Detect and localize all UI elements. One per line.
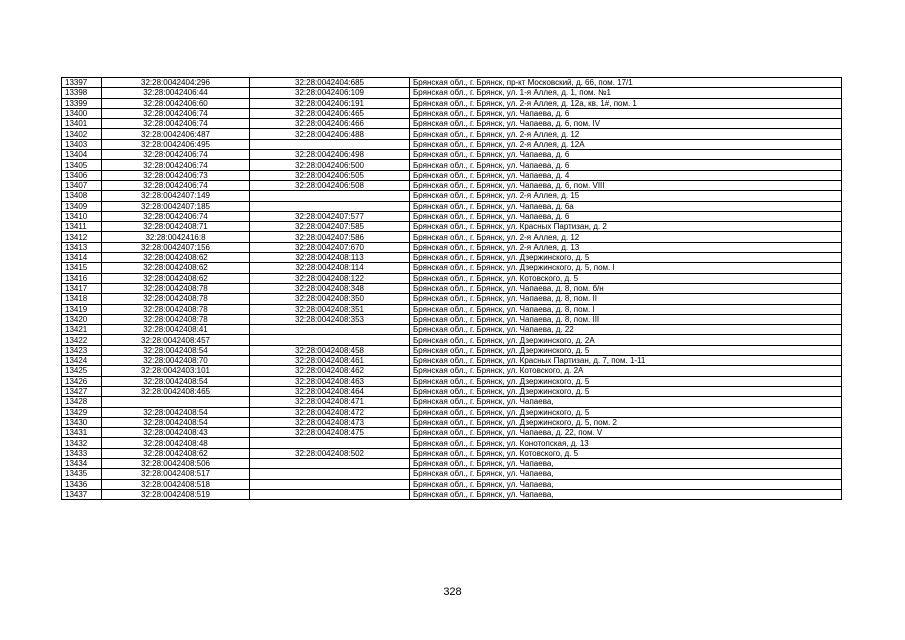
table-row	[62, 78, 842, 88]
cadastral-number-cell: 32:28:0042408:78	[102, 314, 250, 324]
table-row	[62, 335, 842, 345]
table-row	[62, 129, 842, 139]
row-number-cell: 13398	[62, 88, 102, 98]
table-row	[62, 108, 842, 118]
premises-cadastral-number-cell: 32:28:0042408:348	[250, 283, 410, 293]
address-cell: Брянская обл., г. Брянск, ул. Дзержинского, д. 5, пом. 2	[410, 417, 842, 427]
premises-cadastral-number-cell: 32:28:0042408:353	[250, 314, 410, 324]
address-cell: Брянская обл., г. Брянск, ул. Котовского, д. 5	[410, 448, 842, 458]
row-number-cell: 13416	[62, 273, 102, 283]
premises-cadastral-number-cell	[250, 438, 410, 448]
address-cell: Брянская обл., г. Брянск, ул. Конотопская, д. 13	[410, 438, 842, 448]
premises-cadastral-number-cell: 32:28:0042408:350	[250, 294, 410, 304]
cadastral-number-cell: 32:28:0042407:156	[102, 242, 250, 252]
table-row	[62, 283, 842, 293]
cadastral-number-cell: 32:28:0042403:101	[102, 366, 250, 376]
row-number-cell: 13408	[62, 191, 102, 201]
address-cell: Брянская обл., г. Брянск, ул. Чапаева,	[410, 479, 842, 489]
cadastral-number-cell: 32:28:0042408:78	[102, 283, 250, 293]
address-cell: Брянская обл., г. Брянск, ул. Дзержинского, д. 2А	[410, 335, 842, 345]
table-row	[62, 304, 842, 314]
table-row	[62, 222, 842, 232]
premises-cadastral-number-cell: 32:28:0042406:465	[250, 108, 410, 118]
row-number-cell: 13399	[62, 98, 102, 108]
table-row	[62, 139, 842, 149]
cadastral-number-cell: 32:28:0042406:74	[102, 211, 250, 221]
address-cell: Брянская обл., г. Брянск, ул. Чапаева,	[410, 489, 842, 499]
premises-cadastral-number-cell: 32:28:0042408:461	[250, 356, 410, 366]
cadastral-number-cell: 32:28:0042404:296	[102, 78, 250, 88]
row-number-cell: 13427	[62, 386, 102, 396]
premises-cadastral-number-cell: 32:28:0042406:109	[250, 88, 410, 98]
row-number-cell: 13404	[62, 150, 102, 160]
address-cell: Брянская обл., г. Брянск, ул. 2-я Аллея, д. 12а, кв. 1#, пом. 1	[410, 98, 842, 108]
address-cell: Брянская обл., г. Брянск, пр-кт Московский, д. 66, пом. 17/1	[410, 78, 842, 88]
table-row	[62, 417, 842, 427]
address-cell: Брянская обл., г. Брянск, ул. Чапаева, д. 6	[410, 211, 842, 221]
cadastral-number-cell	[102, 397, 250, 407]
cadastral-number-cell: 32:28:0042408:78	[102, 294, 250, 304]
row-number-cell: 13434	[62, 458, 102, 468]
address-cell: Брянская обл., г. Брянск, ул. Красных Партизан, д. 7, пом. 1-11	[410, 356, 842, 366]
cadastral-number-cell: 32:28:0042408:54	[102, 345, 250, 355]
cadastral-number-cell: 32:28:0042408:62	[102, 448, 250, 458]
table-row	[62, 211, 842, 221]
address-cell: Брянская обл., г. Брянск, ул. 2-я Аллея, д. 12	[410, 129, 842, 139]
table-row	[62, 160, 842, 170]
premises-cadastral-number-cell: 32:28:0042408:464	[250, 386, 410, 396]
premises-cadastral-number-cell	[250, 191, 410, 201]
cadastral-number-cell: 32:28:0042408:519	[102, 489, 250, 499]
address-cell: Брянская обл., г. Брянск, ул. Дзержинского, д. 5	[410, 386, 842, 396]
address-cell: Брянская обл., г. Брянск, ул. Чапаева,	[410, 469, 842, 479]
premises-cadastral-number-cell: 32:28:0042408:475	[250, 428, 410, 438]
cadastral-number-cell: 32:28:0042406:74	[102, 160, 250, 170]
cadastral-number-cell: 32:28:0042408:506	[102, 458, 250, 468]
address-cell: Брянская обл., г. Брянск, ул. Котовского, д. 2А	[410, 366, 842, 376]
row-number-cell: 13402	[62, 129, 102, 139]
premises-cadastral-number-cell: 32:28:0042406:488	[250, 129, 410, 139]
row-number-cell: 13406	[62, 170, 102, 180]
address-cell: Брянская обл., г. Брянск, ул. Дзержинского, д. 5	[410, 407, 842, 417]
premises-cadastral-number-cell: 32:28:0042408:462	[250, 366, 410, 376]
table-row	[62, 376, 842, 386]
table-row	[62, 458, 842, 468]
cadastral-number-cell: 32:28:0042408:70	[102, 356, 250, 366]
table-row	[62, 397, 842, 407]
cadastral-number-cell: 32:28:0042408:54	[102, 417, 250, 427]
address-cell: Брянская обл., г. Брянск, ул. Чапаева, д. 22	[410, 325, 842, 335]
row-number-cell: 13397	[62, 78, 102, 88]
table-row	[62, 356, 842, 366]
cadastral-number-cell: 32:28:0042408:48	[102, 438, 250, 448]
row-number-cell: 13412	[62, 232, 102, 242]
row-number-cell: 13411	[62, 222, 102, 232]
cadastral-number-cell: 32:28:0042406:74	[102, 108, 250, 118]
premises-cadastral-number-cell: 32:28:0042407:585	[250, 222, 410, 232]
address-cell: Брянская обл., г. Брянск, ул. 2-я Аллея, д. 13	[410, 242, 842, 252]
table-body	[62, 78, 842, 500]
row-number-cell: 13424	[62, 356, 102, 366]
table-row	[62, 232, 842, 242]
premises-cadastral-number-cell: 32:28:0042407:577	[250, 211, 410, 221]
address-cell: Брянская обл., г. Брянск, ул. Дзержинского, д. 5, пом. I	[410, 263, 842, 273]
address-cell: Брянская обл., г. Брянск, ул. Чапаева, д. 6, пом. VIII	[410, 180, 842, 190]
row-number-cell: 13403	[62, 139, 102, 149]
address-cell: Брянская обл., г. Брянск, ул. Чапаева, д. 8, пом. I	[410, 304, 842, 314]
cadastral-number-cell: 32:28:0042408:78	[102, 304, 250, 314]
table-row	[62, 170, 842, 180]
premises-cadastral-number-cell: 32:28:0042408:122	[250, 273, 410, 283]
cadastral-number-cell: 32:28:0042406:60	[102, 98, 250, 108]
row-number-cell: 13422	[62, 335, 102, 345]
cadastral-number-cell: 32:28:0042406:495	[102, 139, 250, 149]
row-number-cell: 13409	[62, 201, 102, 211]
address-cell: Брянская обл., г. Брянск, ул. Чапаева, д. 6, пом. IV	[410, 119, 842, 129]
address-cell: Брянская обл., г. Брянск, ул. Красных Партизан, д. 2	[410, 222, 842, 232]
table-row	[62, 386, 842, 396]
property-register-table	[61, 77, 842, 500]
row-number-cell: 13413	[62, 242, 102, 252]
row-number-cell: 13425	[62, 366, 102, 376]
table-row	[62, 253, 842, 263]
cadastral-number-cell: 32:28:0042407:185	[102, 201, 250, 211]
premises-cadastral-number-cell	[250, 325, 410, 335]
address-cell: Брянская обл., г. Брянск, ул. Чапаева, д. 6	[410, 150, 842, 160]
row-number-cell: 13435	[62, 469, 102, 479]
address-cell: Брянская обл., г. Брянск, ул. Дзержинского, д. 5	[410, 376, 842, 386]
cadastral-number-cell: 32:28:0042408:41	[102, 325, 250, 335]
table-row	[62, 407, 842, 417]
row-number-cell: 13437	[62, 489, 102, 499]
table-row	[62, 469, 842, 479]
premises-cadastral-number-cell: 32:28:0042407:586	[250, 232, 410, 242]
cadastral-number-cell: 32:28:0042408:43	[102, 428, 250, 438]
row-number-cell: 13415	[62, 263, 102, 273]
premises-cadastral-number-cell: 32:28:0042406:498	[250, 150, 410, 160]
address-cell: Брянская обл., г. Брянск, ул. Дзержинского, д. 5	[410, 345, 842, 355]
row-number-cell: 13419	[62, 304, 102, 314]
table-row	[62, 479, 842, 489]
cadastral-number-cell: 32:28:0042406:74	[102, 180, 250, 190]
premises-cadastral-number-cell: 32:28:0042408:471	[250, 397, 410, 407]
premises-cadastral-number-cell: 32:28:0042408:463	[250, 376, 410, 386]
premises-cadastral-number-cell: 32:28:0042408:472	[250, 407, 410, 417]
table-row	[62, 273, 842, 283]
premises-cadastral-number-cell: 32:28:0042406:500	[250, 160, 410, 170]
table-row	[62, 263, 842, 273]
premises-cadastral-number-cell: 32:28:0042408:458	[250, 345, 410, 355]
premises-cadastral-number-cell	[250, 139, 410, 149]
table-row	[62, 428, 842, 438]
premises-cadastral-number-cell	[250, 201, 410, 211]
table-row	[62, 242, 842, 252]
table-row	[62, 294, 842, 304]
table-row	[62, 180, 842, 190]
table-row	[62, 98, 842, 108]
address-cell: Брянская обл., г. Брянск, ул. Чапаева, д. 8, пом. III	[410, 314, 842, 324]
address-cell: Брянская обл., г. Брянск, ул. Чапаева, д. 6а	[410, 201, 842, 211]
cadastral-number-cell: 32:28:0042408:54	[102, 407, 250, 417]
table-row	[62, 201, 842, 211]
premises-cadastral-number-cell	[250, 335, 410, 345]
table-row	[62, 314, 842, 324]
cadastral-number-cell: 32:28:0042408:71	[102, 222, 250, 232]
premises-cadastral-number-cell: 32:28:0042408:114	[250, 263, 410, 273]
cadastral-number-cell: 32:28:0042406:73	[102, 170, 250, 180]
premises-cadastral-number-cell: 32:28:0042407:670	[250, 242, 410, 252]
premises-cadastral-number-cell: 32:28:0042406:508	[250, 180, 410, 190]
row-number-cell: 13417	[62, 283, 102, 293]
cadastral-number-cell: 32:28:0042407:149	[102, 191, 250, 201]
address-cell: Брянская обл., г. Брянск, ул. Чапаева,	[410, 458, 842, 468]
cadastral-number-cell: 32:28:0042406:44	[102, 88, 250, 98]
address-cell: Брянская обл., г. Брянск, ул. 2-я Аллея, д. 15	[410, 191, 842, 201]
cadastral-number-cell: 32:28:0042408:517	[102, 469, 250, 479]
cadastral-number-cell: 32:28:0042416:8	[102, 232, 250, 242]
cadastral-number-cell: 32:28:0042408:457	[102, 335, 250, 345]
premises-cadastral-number-cell	[250, 469, 410, 479]
table-row	[62, 345, 842, 355]
address-cell: Брянская обл., г. Брянск, ул. Чапаева, д. 8, пом. II	[410, 294, 842, 304]
row-number-cell: 13423	[62, 345, 102, 355]
address-cell: Брянская обл., г. Брянск, ул. 1-я Аллея, д. 1, пом. №1	[410, 88, 842, 98]
row-number-cell: 13433	[62, 448, 102, 458]
table-row	[62, 88, 842, 98]
table-row	[62, 438, 842, 448]
premises-cadastral-number-cell: 32:28:0042406:466	[250, 119, 410, 129]
row-number-cell: 13436	[62, 479, 102, 489]
premises-cadastral-number-cell: 32:28:0042408:502	[250, 448, 410, 458]
row-number-cell: 13400	[62, 108, 102, 118]
row-number-cell: 13431	[62, 428, 102, 438]
row-number-cell: 13426	[62, 376, 102, 386]
cadastral-number-cell: 32:28:0042406:74	[102, 119, 250, 129]
row-number-cell: 13421	[62, 325, 102, 335]
row-number-cell: 13401	[62, 119, 102, 129]
row-number-cell: 13432	[62, 438, 102, 448]
row-number-cell: 13420	[62, 314, 102, 324]
premises-cadastral-number-cell: 32:28:0042408:351	[250, 304, 410, 314]
table-row	[62, 489, 842, 499]
address-cell: Брянская обл., г. Брянск, ул. 2-я Аллея, д. 12А	[410, 139, 842, 149]
row-number-cell: 13410	[62, 211, 102, 221]
cadastral-number-cell: 32:28:0042408:465	[102, 386, 250, 396]
premises-cadastral-number-cell: 32:28:0042406:505	[250, 170, 410, 180]
table-row	[62, 448, 842, 458]
cadastral-number-cell: 32:28:0042408:62	[102, 273, 250, 283]
premises-cadastral-number-cell: 32:28:0042404:685	[250, 78, 410, 88]
address-cell: Брянская обл., г. Брянск, ул. Чапаева,	[410, 397, 842, 407]
cadastral-number-cell: 32:28:0042408:54	[102, 376, 250, 386]
premises-cadastral-number-cell	[250, 479, 410, 489]
table-row	[62, 119, 842, 129]
premises-cadastral-number-cell: 32:28:0042408:113	[250, 253, 410, 263]
address-cell: Брянская обл., г. Брянск, ул. Чапаева, д. 6	[410, 108, 842, 118]
row-number-cell: 13430	[62, 417, 102, 427]
table-row	[62, 191, 842, 201]
row-number-cell: 13414	[62, 253, 102, 263]
address-cell: Брянская обл., г. Брянск, ул. 2-я Аллея, д. 12	[410, 232, 842, 242]
address-cell: Брянская обл., г. Брянск, ул. Чапаева, д. 4	[410, 170, 842, 180]
premises-cadastral-number-cell	[250, 489, 410, 499]
page-number: 328	[443, 586, 462, 598]
cadastral-number-cell: 32:28:0042408:62	[102, 263, 250, 273]
premises-cadastral-number-cell: 32:28:0042408:473	[250, 417, 410, 427]
address-cell: Брянская обл., г. Брянск, ул. Чапаева, д. 6	[410, 160, 842, 170]
cadastral-number-cell: 32:28:0042406:487	[102, 129, 250, 139]
row-number-cell: 13418	[62, 294, 102, 304]
premises-cadastral-number-cell: 32:28:0042406:191	[250, 98, 410, 108]
row-number-cell: 13429	[62, 407, 102, 417]
row-number-cell: 13428	[62, 397, 102, 407]
address-cell: Брянская обл., г. Брянск, ул. Чапаева, д. 8, пом. б/н	[410, 283, 842, 293]
address-cell: Брянская обл., г. Брянск, ул. Котовского, д. 5	[410, 273, 842, 283]
premises-cadastral-number-cell	[250, 458, 410, 468]
row-number-cell: 13405	[62, 160, 102, 170]
cadastral-number-cell: 32:28:0042406:74	[102, 150, 250, 160]
table-row	[62, 150, 842, 160]
table-row	[62, 325, 842, 335]
cadastral-number-cell: 32:28:0042408:62	[102, 253, 250, 263]
table-row	[62, 366, 842, 376]
row-number-cell: 13407	[62, 180, 102, 190]
address-cell: Брянская обл., г. Брянск, ул. Чапаева, д. 22, пом. V	[410, 428, 842, 438]
address-cell: Брянская обл., г. Брянск, ул. Дзержинского, д. 5	[410, 253, 842, 263]
cadastral-number-cell: 32:28:0042408:518	[102, 479, 250, 489]
